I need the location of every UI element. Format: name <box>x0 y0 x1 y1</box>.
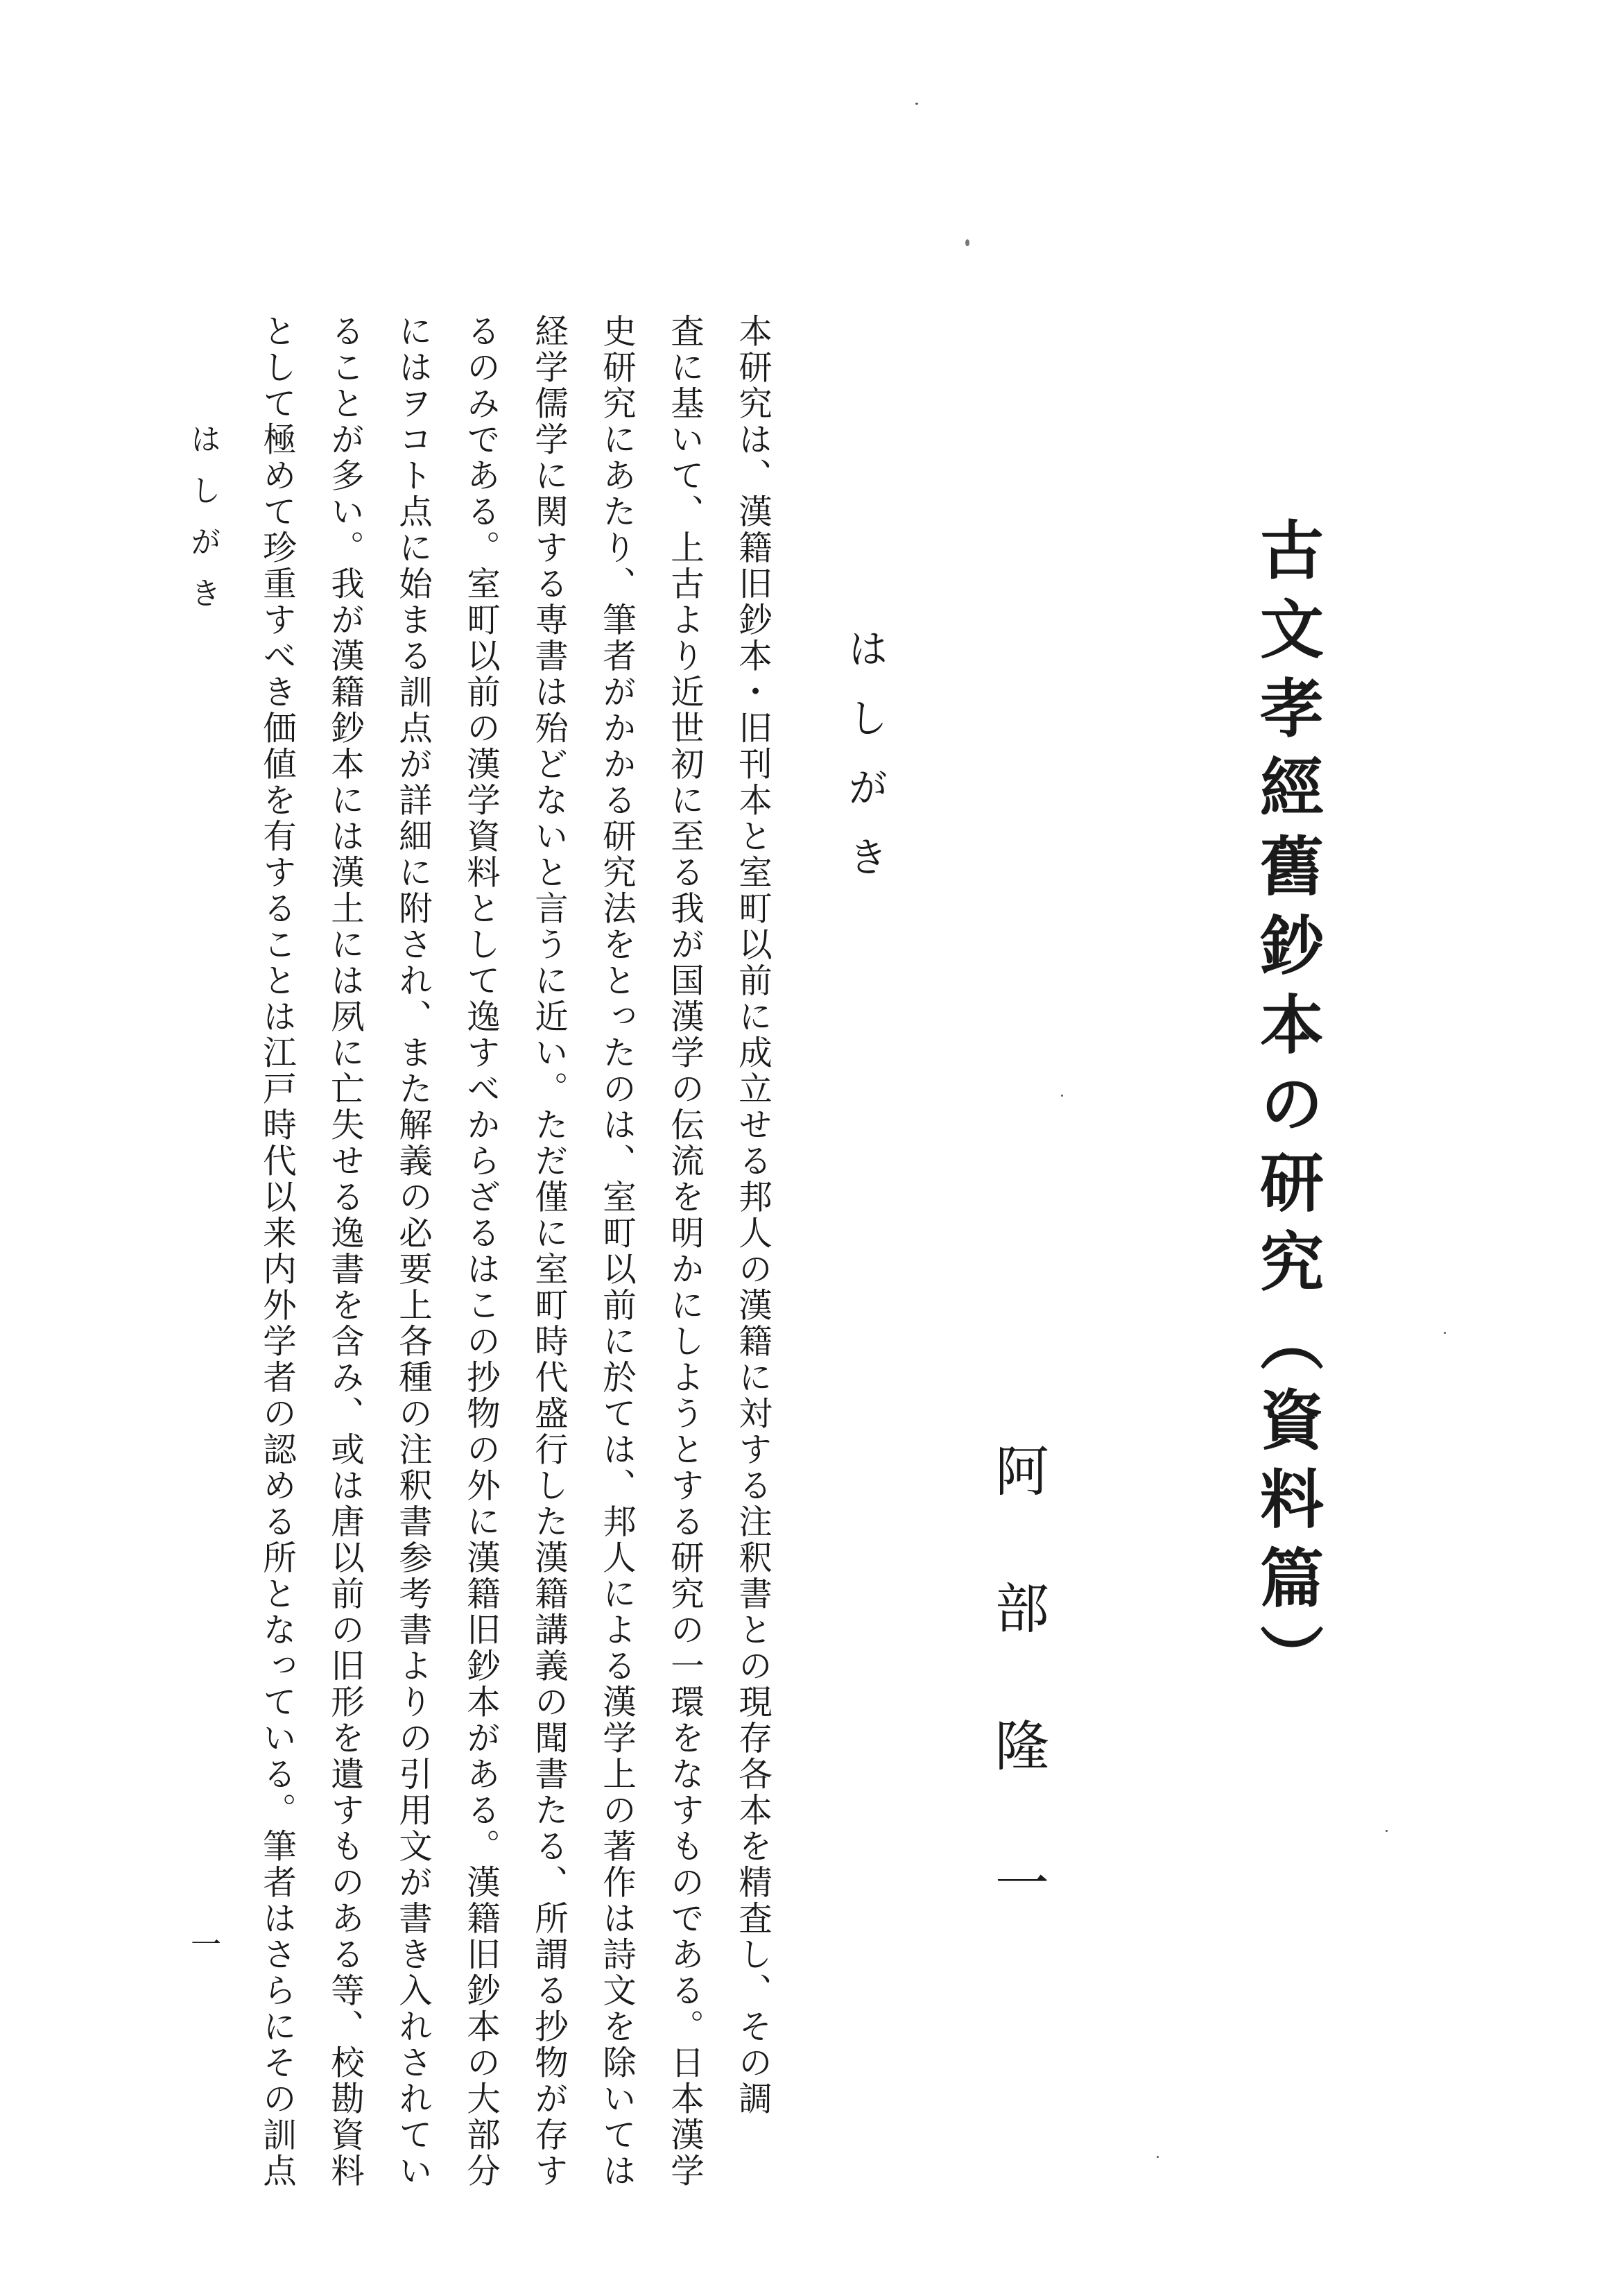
body-line: にはヲコト点に始まる訓点が詳細に附され、また解義の必要上各種の注釈書参考書よりの引用文が書き入れされてい <box>392 314 432 2189</box>
scan-speck <box>915 103 918 105</box>
book-title: 古文孝經舊鈔本の研究（資料篇） <box>1250 517 1325 1703</box>
scan-speck <box>1444 1332 1446 1334</box>
author-name: 阿部隆一 <box>986 1443 1049 1992</box>
body-line: として極めて珍重すべき価値を有することは江戸時代以来内外学者の認める所となっている。筆者はさらにその訓点 <box>257 314 296 2189</box>
running-head: はしがき <box>185 423 221 628</box>
body-line: 史研究にあたり、筆者がかかる研究法をとったのは、室町以前に於ては、邦人による漢学上の著作は詩文を除いては <box>596 314 636 2189</box>
scan-speck <box>1157 2156 1159 2158</box>
scan-speck <box>965 239 969 246</box>
body-line: 本研究は、漢籍旧鈔本・旧刊本と室町以前に成立せる邦人の漢籍に対する注釈書との現存各本を精査し、その調 <box>732 314 772 2117</box>
body-line: 経学儒学に関する専書は殆どないと言うに近い。ただ僅に室町時代盛行した漢籍講義の聞書たる、所謂る抄物が存す <box>528 314 568 2189</box>
page-number: 一 <box>185 1928 221 1959</box>
scan-speck <box>1386 1830 1388 1832</box>
section-heading: はしがき <box>841 628 888 905</box>
body-line: 査に基いて、上古より近世初に至る我が国漢学の伝流を明かにしようとする研究の一環をなすものである。日本漢学 <box>664 314 704 2189</box>
body-line: ることが多い。我が漢籍鈔本には漢土には夙に亡失せる逸書を含み、或は唐以前の旧形を遺すものある等、校勘資料 <box>325 314 364 2189</box>
body-line: るのみである。室町以前の漢学資料として逸すべからざるはこの抄物の外に漢籍旧鈔本がある。漢籍旧鈔本の大部分 <box>460 314 500 2189</box>
scan-speck <box>1061 1095 1063 1097</box>
